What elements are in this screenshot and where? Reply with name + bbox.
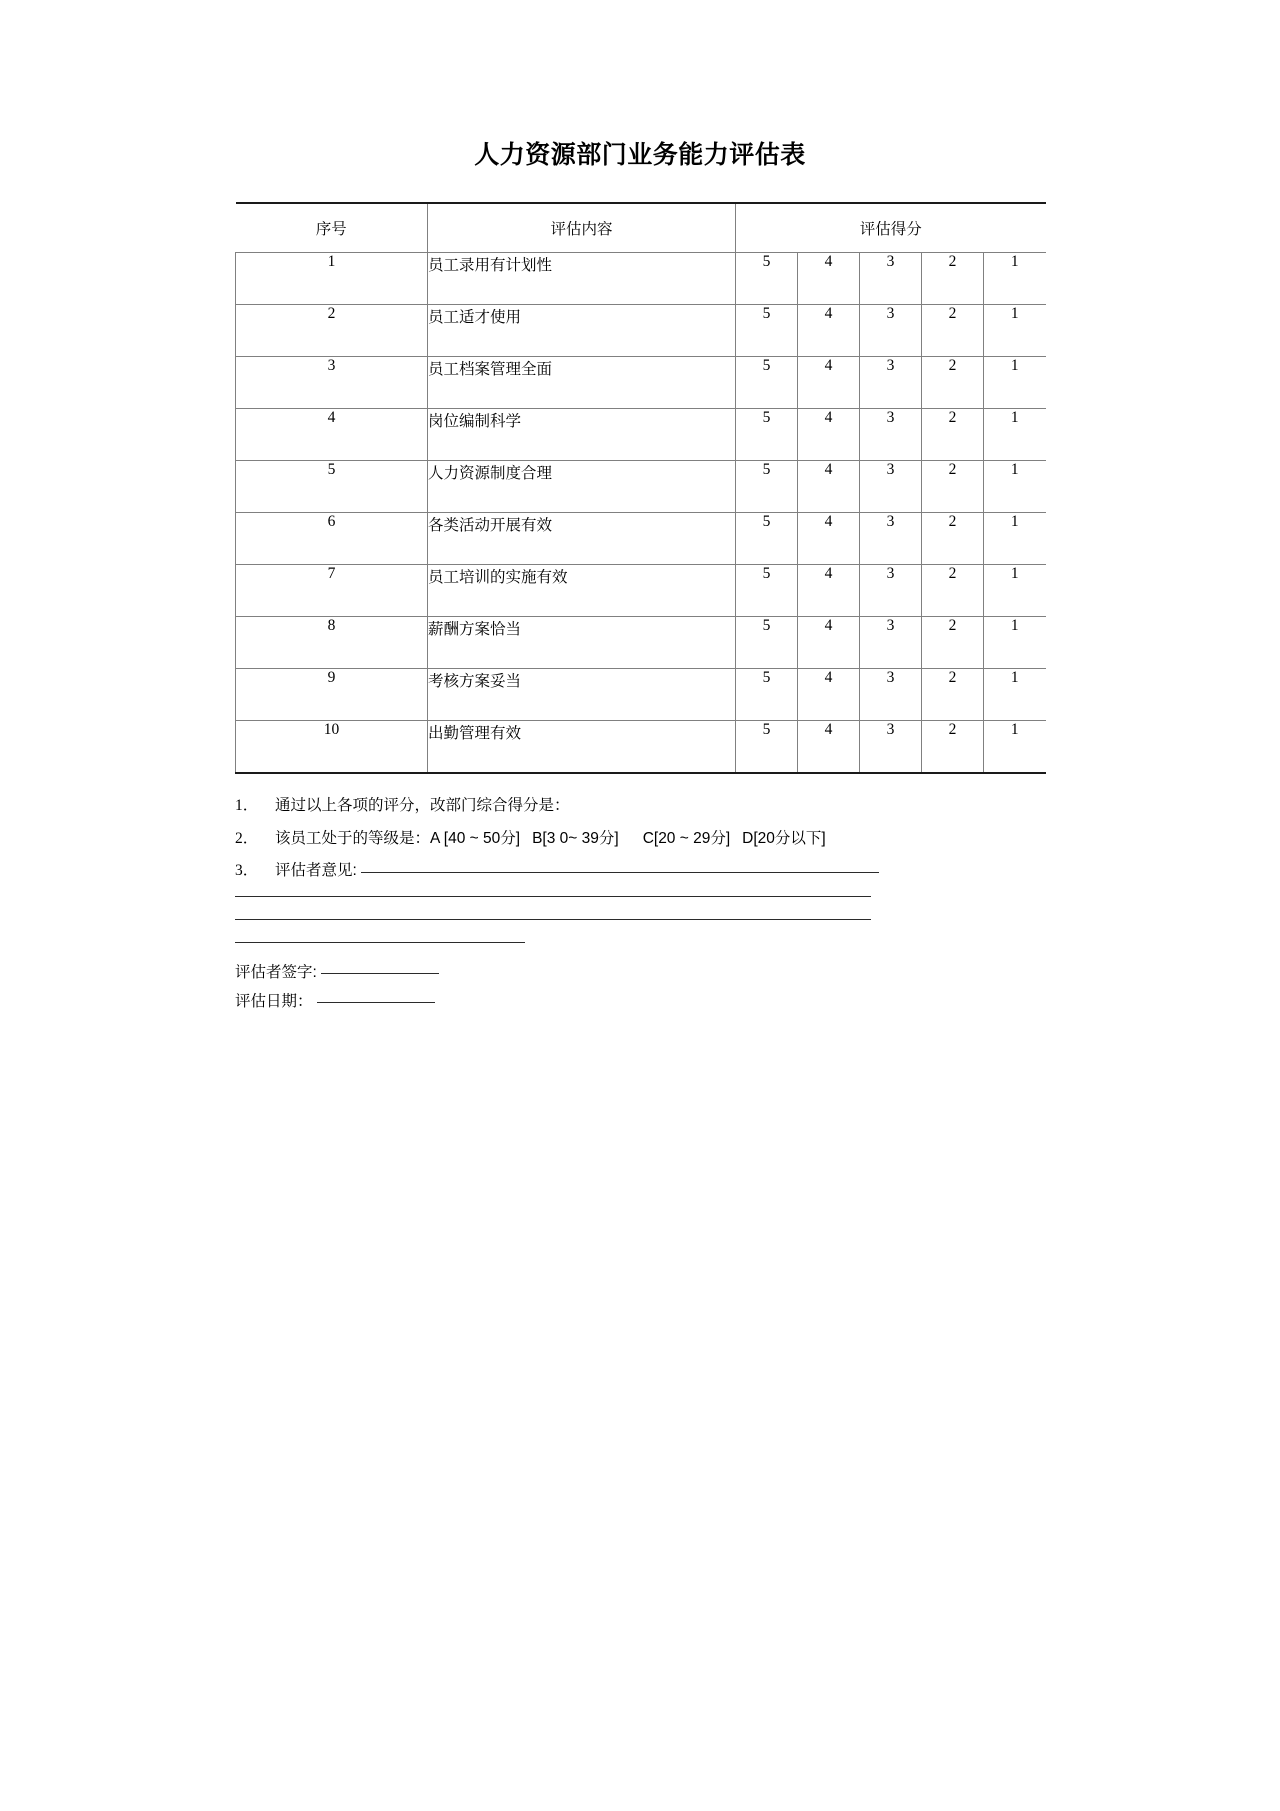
table-row [236,513,1046,565]
cell-score-option[interactable]: 2 [922,409,984,461]
cell-score-option[interactable]: 3 [860,409,922,461]
table-row [236,721,1046,774]
note-2-number: 2． [235,829,259,847]
date-label: 评估日期： [235,993,313,1010]
table-row [236,253,1046,305]
comment-input-line-4[interactable] [235,942,525,943]
table-row [236,305,1046,357]
cell-score-option[interactable]: 5 [736,721,798,774]
cell-score-option[interactable]: 3 [860,721,922,774]
table-row [236,409,1046,461]
comment-input-line-3[interactable] [235,919,871,920]
comment-input-line-1[interactable] [361,872,879,873]
column-header-score: 评估得分 [736,203,1046,253]
note-1-number: 1． [235,797,259,814]
cell-score-option[interactable]: 4 [798,461,860,513]
cell-row-number: 9 [236,669,428,721]
cell-evaluation-item: 员工适才使用 [428,305,736,357]
cell-row-number: 8 [236,617,428,669]
note-3-number: 3． [235,862,259,879]
cell-evaluation-item: 薪酬方案恰当 [428,617,736,669]
grade-a: A [40 ~ 50分] [430,829,521,847]
table-header [236,203,1046,253]
notes-section [235,798,1045,1010]
signer-row [235,965,1045,981]
cell-score-option[interactable]: 1 [984,721,1046,774]
date-row [235,994,1045,1010]
grade-b: B[3 0~ 39分] [532,829,619,847]
cell-score-option[interactable]: 2 [922,513,984,565]
cell-score-option[interactable]: 3 [860,669,922,721]
cell-score-option[interactable]: 1 [984,253,1046,305]
note-item-3 [235,863,1045,879]
table-row [236,565,1046,617]
cell-score-option[interactable]: 2 [922,565,984,617]
cell-row-number: 10 [236,721,428,774]
cell-score-option[interactable]: 5 [736,461,798,513]
cell-score-option[interactable]: 1 [984,669,1046,721]
cell-score-option[interactable]: 3 [860,305,922,357]
cell-score-option[interactable]: 1 [984,305,1046,357]
cell-score-option[interactable]: 4 [798,565,860,617]
cell-score-option[interactable]: 2 [922,305,984,357]
cell-evaluation-item: 岗位编制科学 [428,409,736,461]
cell-score-option[interactable]: 1 [984,357,1046,409]
cell-score-option[interactable]: 2 [922,461,984,513]
cell-score-option[interactable]: 3 [860,357,922,409]
cell-score-option[interactable]: 5 [736,357,798,409]
cell-score-option[interactable]: 4 [798,669,860,721]
cell-row-number: 2 [236,305,428,357]
column-header-no: 序号 [236,203,428,253]
cell-evaluation-item: 出勤管理有效 [428,721,736,774]
cell-score-option[interactable]: 5 [736,617,798,669]
cell-evaluation-item: 考核方案妥当 [428,669,736,721]
cell-evaluation-item: 员工录用有计划性 [428,253,736,305]
cell-score-option[interactable]: 4 [798,357,860,409]
cell-score-option[interactable]: 1 [984,617,1046,669]
cell-score-option[interactable]: 3 [860,565,922,617]
table-row [236,669,1046,721]
cell-score-option[interactable]: 2 [922,357,984,409]
note-1-text: 通过以上各项的评分，改部门综合得分是： [275,797,570,814]
evaluation-table [235,202,1046,774]
cell-score-option[interactable]: 5 [736,409,798,461]
grade-d: D[20分以下] [742,829,826,847]
cell-evaluation-item: 员工培训的实施有效 [428,565,736,617]
column-header-item: 评估内容 [428,203,736,253]
cell-score-option[interactable]: 3 [860,617,922,669]
cell-score-option[interactable]: 1 [984,513,1046,565]
cell-score-option[interactable]: 2 [922,721,984,774]
note-item-1 [235,798,1045,814]
cell-score-option[interactable]: 4 [798,617,860,669]
signer-label: 评估者签字: [235,963,317,981]
cell-score-option[interactable]: 4 [798,305,860,357]
table-row [236,357,1046,409]
note-2-prefix: 该员工处于的等级是： [275,829,431,847]
table-header-row [236,203,1046,253]
cell-row-number: 1 [236,253,428,305]
note-item-2 [235,831,1045,847]
cell-score-option[interactable]: 3 [860,253,922,305]
cell-evaluation-item: 员工档案管理全面 [428,357,736,409]
cell-score-option[interactable]: 1 [984,461,1046,513]
cell-score-option[interactable]: 4 [798,721,860,774]
cell-score-option[interactable]: 5 [736,305,798,357]
cell-row-number: 5 [236,461,428,513]
cell-score-option[interactable]: 5 [736,253,798,305]
table-body [236,253,1046,774]
date-input-line[interactable] [317,1002,435,1003]
cell-score-option[interactable]: 1 [984,565,1046,617]
evaluation-table-container [235,202,1045,774]
cell-score-option[interactable]: 4 [798,409,860,461]
cell-score-option[interactable]: 5 [736,669,798,721]
cell-score-option[interactable]: 5 [736,565,798,617]
cell-score-option[interactable]: 2 [922,669,984,721]
grade-c: C[20 ~ 29分] [642,829,731,847]
comment-input-line-2[interactable] [235,896,871,897]
cell-score-option[interactable]: 5 [736,513,798,565]
cell-score-option[interactable]: 2 [922,253,984,305]
cell-score-option[interactable]: 4 [798,253,860,305]
cell-score-option[interactable]: 4 [798,513,860,565]
page-title: 人力资源部门业务能力评估表 [474,141,806,169]
table-row [236,461,1046,513]
note-3-label: 评估者意见: [275,862,357,879]
cell-row-number: 4 [236,409,428,461]
cell-evaluation-item: 各类活动开展有效 [428,513,736,565]
cell-row-number: 6 [236,513,428,565]
cell-score-option[interactable]: 2 [922,617,984,669]
cell-score-option[interactable]: 1 [984,409,1046,461]
cell-evaluation-item: 人力资源制度合理 [428,461,736,513]
cell-score-option[interactable]: 3 [860,461,922,513]
table-row [236,617,1046,669]
cell-row-number: 3 [236,357,428,409]
cell-score-option[interactable]: 3 [860,513,922,565]
cell-row-number: 7 [236,565,428,617]
signer-input-line[interactable] [321,973,439,974]
